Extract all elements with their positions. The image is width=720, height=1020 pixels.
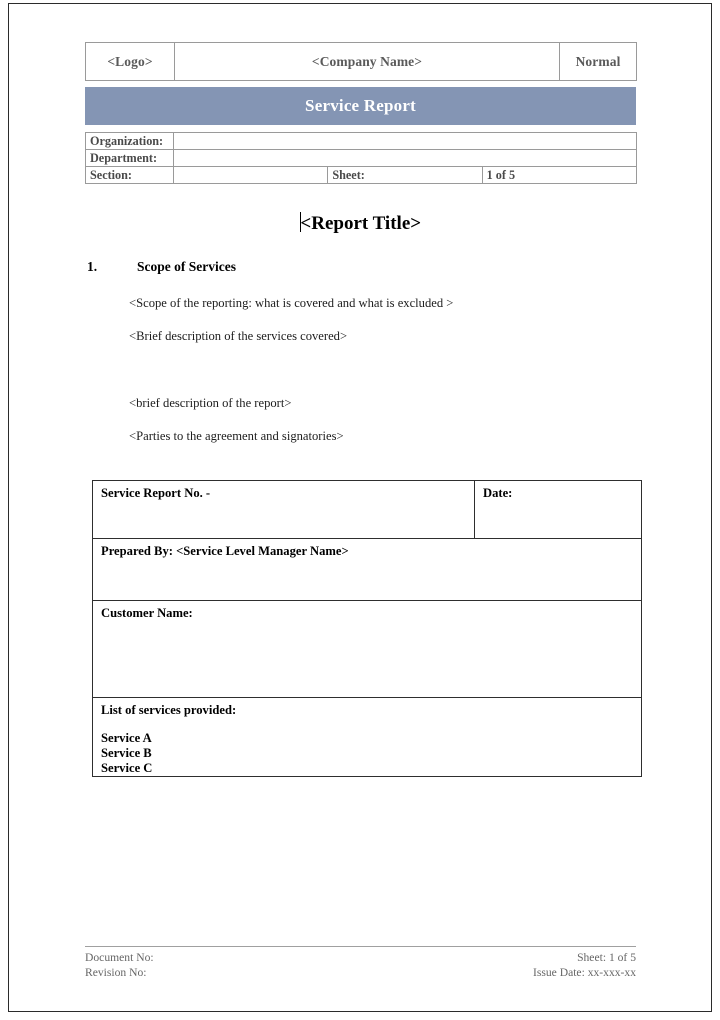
- table-row: [86, 167, 637, 184]
- service-report-form-table: [92, 480, 642, 776]
- table-row: [93, 481, 642, 539]
- footer-rows: [85, 951, 636, 981]
- list-of-services-label: List of services provided:: [101, 703, 237, 718]
- footer-revision-no: Revision No:: [85, 965, 147, 979]
- table-row: [85, 951, 636, 966]
- organization-value[interactable]: [174, 133, 637, 150]
- prepared-by-cell[interactable]: Prepared By: <Service Level Manager Name>: [93, 539, 642, 601]
- section-heading: 1. Scope of Services: [87, 259, 236, 274]
- banner-title: Service Report: [305, 96, 416, 115]
- header-logo-cell[interactable]: <Logo>: [86, 43, 175, 81]
- report-title-text: <Report Title>: [300, 213, 422, 234]
- table-row: [86, 43, 637, 81]
- table-row: [86, 133, 637, 150]
- header-status-cell[interactable]: Normal: [560, 43, 637, 81]
- service-report-no-cell[interactable]: Service Report No. -: [93, 481, 475, 539]
- footer-document-no: Document No:: [85, 951, 154, 964]
- services-description-paragraph[interactable]: <Brief description of the services covered>: [129, 329, 348, 344]
- list-item: Service A: [101, 731, 152, 746]
- list-item: Service C: [101, 760, 153, 775]
- services-list: [101, 731, 641, 775]
- table-row: [86, 150, 637, 167]
- scope-paragraph[interactable]: <Scope of the reporting: what is covered and what is excluded >: [129, 296, 454, 310]
- sheet-value[interactable]: 1 of 5: [482, 167, 636, 184]
- list-of-services-cell[interactable]: [93, 698, 642, 776]
- department-value[interactable]: [174, 150, 637, 167]
- table-row: [93, 539, 642, 601]
- footer-issue-date: Issue Date: xx-xxx-xx: [532, 965, 636, 979]
- document-footer: [85, 946, 636, 981]
- list-item: Service B: [101, 746, 152, 761]
- service-report-banner: [85, 87, 636, 125]
- report-description-paragraph[interactable]: <brief description of the report>: [129, 396, 292, 411]
- section-value[interactable]: [174, 167, 328, 184]
- report-title[interactable]: [85, 212, 636, 235]
- section-label: Section:: [86, 167, 174, 184]
- section-heading-text: Scope of Services: [137, 259, 236, 274]
- date-cell[interactable]: Date:: [475, 481, 642, 539]
- footer-divider: [85, 946, 636, 947]
- department-label: Department:: [86, 150, 174, 167]
- parties-paragraph[interactable]: <Parties to the agreement and signatories>: [129, 429, 344, 444]
- document-header-table: [85, 42, 637, 81]
- table-row: [93, 601, 642, 698]
- organization-label: Organization:: [86, 133, 174, 150]
- footer-sheet: Sheet: 1 of 5: [577, 951, 636, 964]
- page-content: [85, 0, 636, 777]
- customer-name-cell[interactable]: Customer Name:: [93, 601, 642, 698]
- table-row: [93, 698, 642, 776]
- table-row: [85, 966, 636, 981]
- sheet-label: Sheet:: [328, 167, 482, 184]
- document-info-table: [85, 132, 637, 184]
- header-company-name-cell[interactable]: <Company Name>: [175, 43, 560, 81]
